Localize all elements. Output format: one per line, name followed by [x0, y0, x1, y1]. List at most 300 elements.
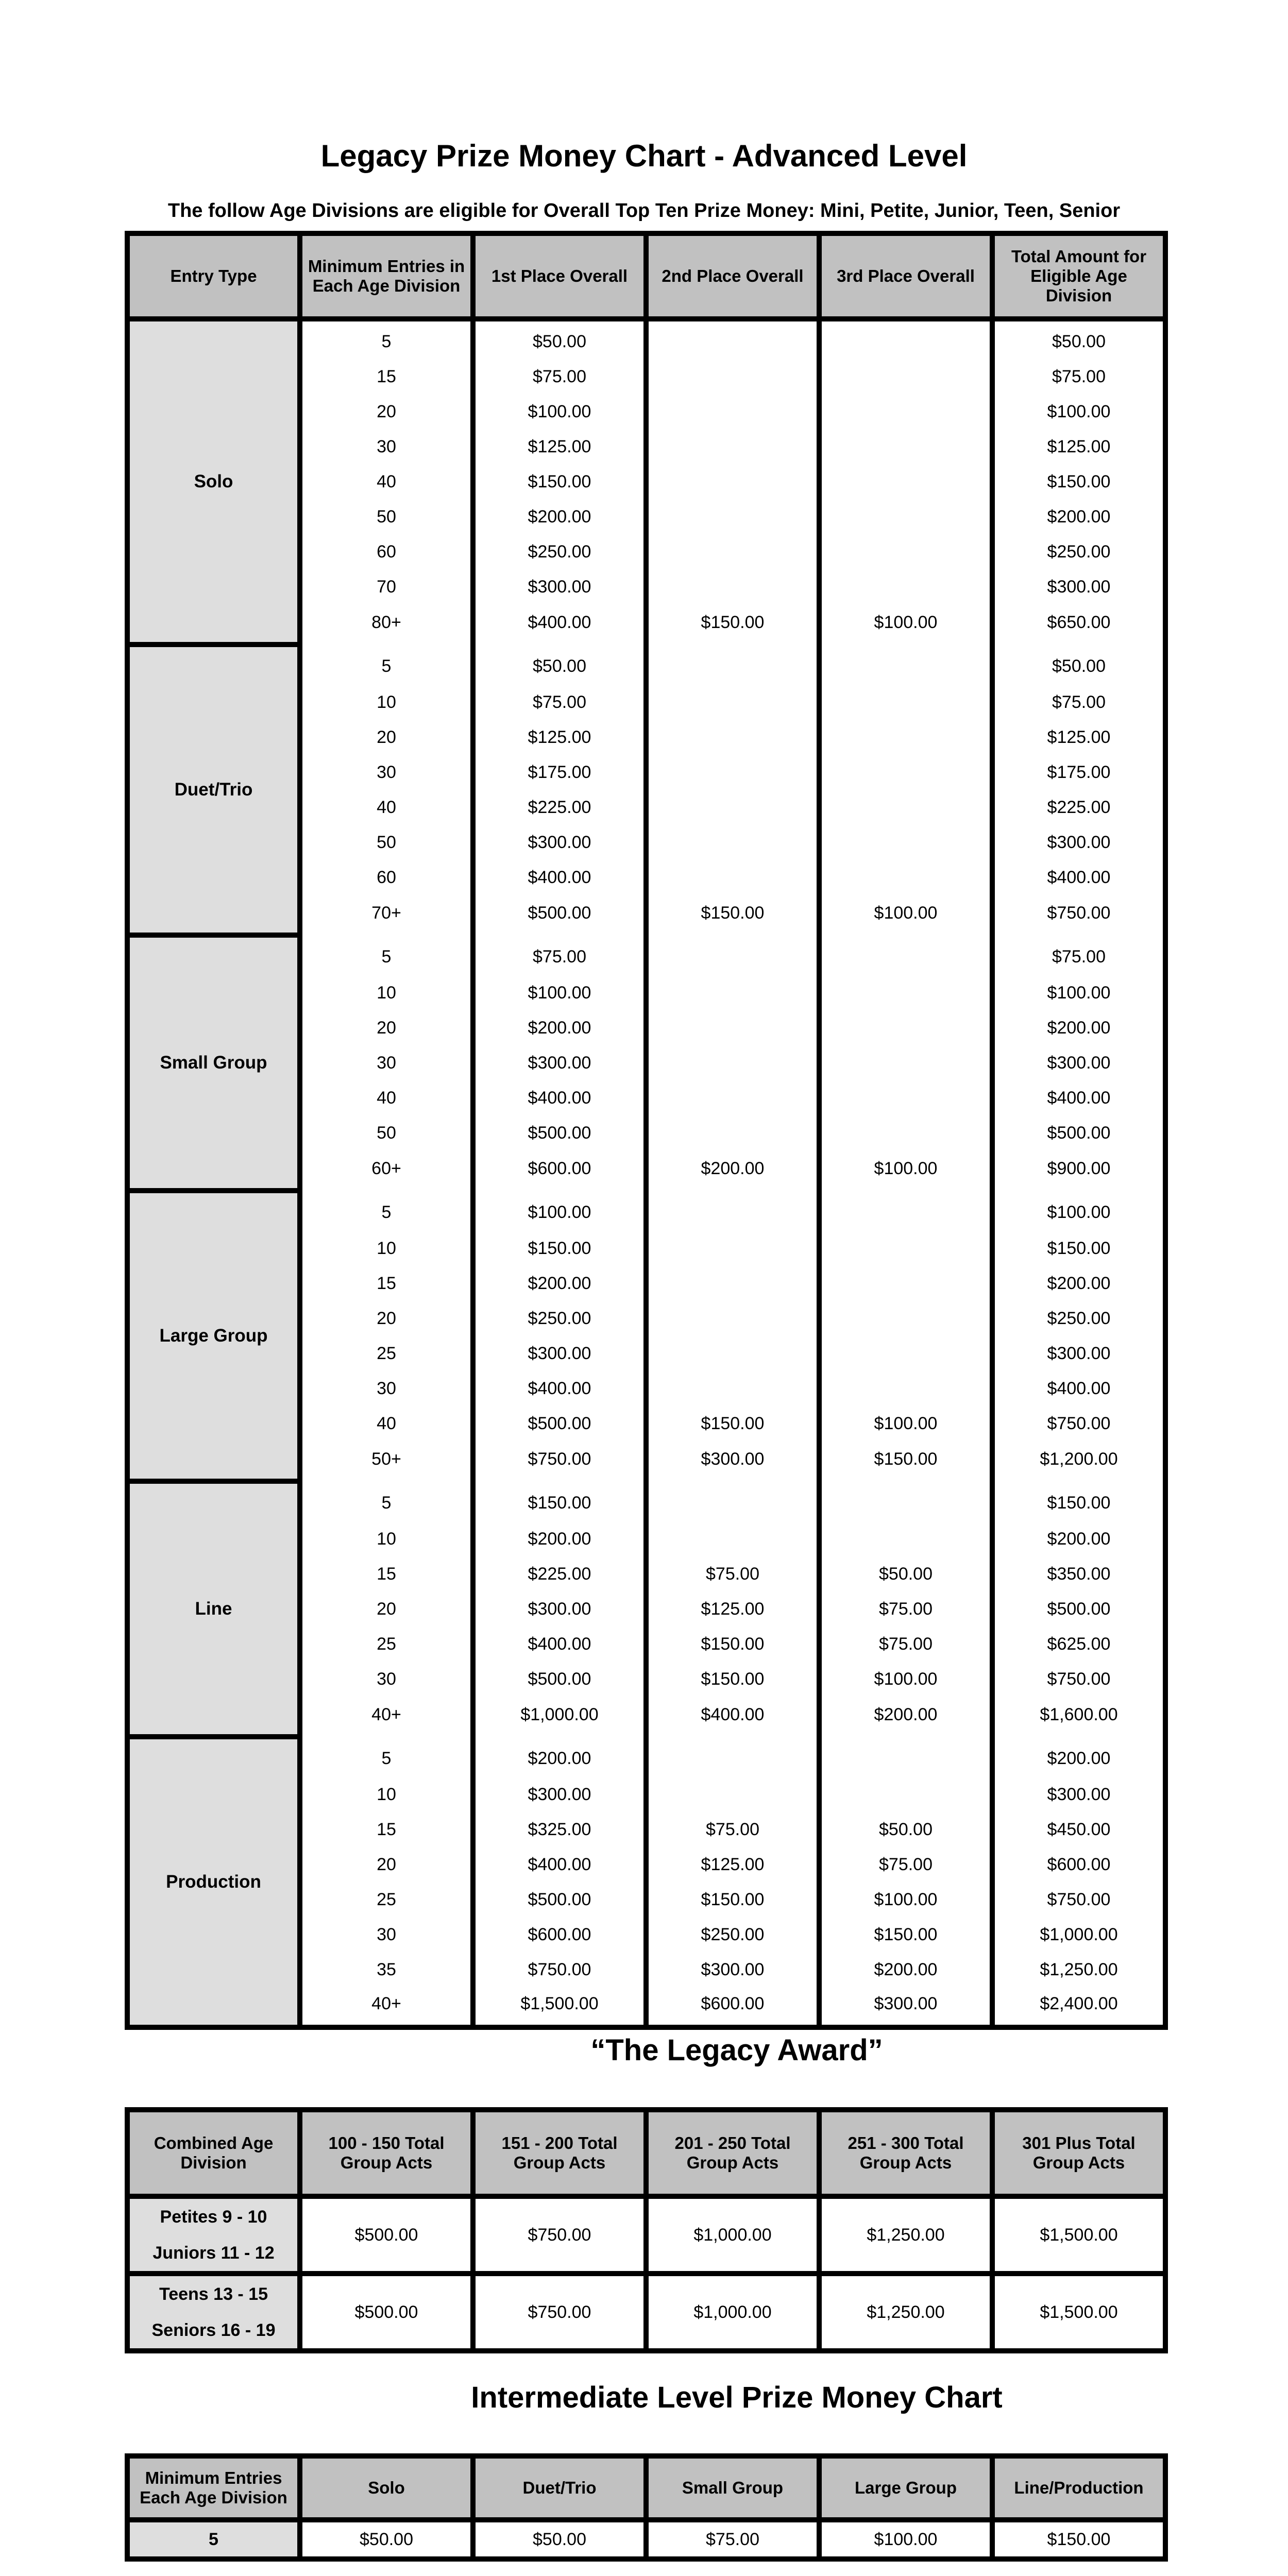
entry-type-label: Duet/Trio: [127, 645, 300, 935]
cell-min-entries: 20: [300, 394, 473, 429]
cell-third-place: [819, 1231, 992, 1266]
cell-second-place: [646, 569, 819, 604]
cell-min-entries: 5: [300, 1481, 473, 1521]
cell-second-place: [646, 1777, 819, 1812]
cell-total-amount: $400.00: [992, 1080, 1165, 1115]
cell-third-place: [819, 1301, 992, 1336]
cell-second-place: $75.00: [646, 1812, 819, 1847]
entry-type-label: Solo: [127, 319, 300, 645]
table-row: [127, 1191, 1165, 1231]
cell-second-place: [646, 319, 819, 359]
cell-second-place: [646, 534, 819, 569]
cell-total-amount: $175.00: [992, 755, 1165, 790]
cell-total-amount: $250.00: [992, 1301, 1165, 1336]
cell-first-place: $225.00: [473, 1556, 646, 1591]
cell-third-place: [819, 1481, 992, 1521]
header-large-group: Large Group: [819, 2456, 992, 2520]
cell-total-amount: $1,000.00: [992, 1917, 1165, 1952]
cell-third-place: $50.00: [819, 1812, 992, 1847]
intermediate-prize-table: [125, 2453, 1168, 2562]
age-division-line: Petites 9 - 10: [160, 2207, 267, 2227]
cell-first-place: $50.00: [473, 319, 646, 359]
cell-third-place: [819, 534, 992, 569]
table-row: [127, 1737, 1165, 1777]
cell-min-entries: 50: [300, 1115, 473, 1150]
cell-third-place: [819, 860, 992, 895]
entry-type-label: Production: [127, 1737, 300, 2027]
cell-min-entries: 10: [300, 685, 473, 720]
age-division-label: [127, 2196, 300, 2274]
entry-type-label: Small Group: [127, 935, 300, 1191]
advanced-header-row: [127, 233, 1165, 319]
cell-third-place: $150.00: [819, 1441, 992, 1481]
header-301-plus-acts: 301 Plus Total Group Acts: [992, 2110, 1165, 2196]
cell-first-place: $250.00: [473, 534, 646, 569]
cell-third-place: [819, 1777, 992, 1812]
cell-second-place: $600.00: [646, 1987, 819, 2027]
cell-first-place: $500.00: [473, 1662, 646, 1697]
cell-first-place: $400.00: [473, 1080, 646, 1115]
cell-third-place: [819, 790, 992, 825]
cell-min-entries: 30: [300, 1045, 473, 1080]
cell-min-entries: 15: [300, 1812, 473, 1847]
header-duet-trio: Duet/Trio: [473, 2456, 646, 2520]
cell-first-place: $150.00: [473, 464, 646, 499]
cell-first-place: $400.00: [473, 1847, 646, 1882]
cell-third-place: $300.00: [819, 1987, 992, 2027]
cell-total-amount: $100.00: [992, 394, 1165, 429]
cell-total-amount: $150.00: [992, 1481, 1165, 1521]
cell-second-place: [646, 1115, 819, 1150]
header-total-amount: Total Amount for Eligible Age Division: [992, 233, 1165, 319]
cell-min-entries: 30: [300, 1371, 473, 1406]
cell-total-amount: $1,250.00: [992, 1952, 1165, 1987]
cell-total-amount: $100.00: [992, 1191, 1165, 1231]
cell-first-place: $500.00: [473, 1115, 646, 1150]
cell-second-place: $300.00: [646, 1952, 819, 1987]
award-amount-cell: $1,500.00: [992, 2196, 1165, 2274]
legacy-award-table: [125, 2107, 1168, 2353]
cell-third-place: [819, 464, 992, 499]
cell-first-place: $100.00: [473, 394, 646, 429]
entry-type-label: Line: [127, 1481, 300, 1737]
cell-second-place: [646, 429, 819, 464]
page-title: Legacy Prize Money Chart - Advanced Level: [320, 139, 968, 173]
cell-third-place: [819, 429, 992, 464]
cell-first-place: $125.00: [473, 429, 646, 464]
cell-second-place: [646, 755, 819, 790]
legacy-award-title: “The Legacy Award”: [590, 2033, 883, 2067]
cell-second-place: [646, 935, 819, 975]
cell-total-amount: $400.00: [992, 860, 1165, 895]
award-amount-cell: $750.00: [473, 2274, 646, 2351]
award-amount-cell: $750.00: [473, 2196, 646, 2274]
cell-second-place: [646, 790, 819, 825]
intermediate-header-row: [127, 2456, 1165, 2520]
cell-third-place: $100.00: [819, 1882, 992, 1917]
cell-min-entries: 70: [300, 569, 473, 604]
cell-total-amount: $200.00: [992, 1737, 1165, 1777]
cell-third-place: [819, 394, 992, 429]
cell-first-place: $125.00: [473, 720, 646, 755]
table-row: [127, 1481, 1165, 1521]
cell-total-amount: $750.00: [992, 1406, 1165, 1441]
cell-total-amount: $2,400.00: [992, 1987, 1165, 2027]
cell-third-place: [819, 1010, 992, 1045]
cell-first-place: $300.00: [473, 1336, 646, 1371]
legacy-table-body: [127, 2196, 1165, 2351]
cell-first-place: $300.00: [473, 1591, 646, 1626]
cell-min-entries: 30: [300, 1662, 473, 1697]
cell-first-place: $300.00: [473, 569, 646, 604]
cell-min-entries: 15: [300, 1556, 473, 1591]
cell-first-place: $750.00: [473, 1441, 646, 1481]
cell-total-amount: $600.00: [992, 1847, 1165, 1882]
cell-first-place: $300.00: [473, 1045, 646, 1080]
cell-total-amount: $350.00: [992, 1556, 1165, 1591]
cell-second-place: [646, 1336, 819, 1371]
cell-third-place: $100.00: [819, 895, 992, 935]
cell-total-amount: $100.00: [992, 975, 1165, 1010]
cell-second-place: $150.00: [646, 1662, 819, 1697]
age-division-line: Teens 13 - 15: [159, 2284, 268, 2304]
table-row: [127, 2196, 1165, 2274]
cell-second-place: [646, 1301, 819, 1336]
cell-total-amount: $300.00: [992, 1777, 1165, 1812]
cell-first-place: $200.00: [473, 1737, 646, 1777]
intermediate-table-body: [127, 2520, 1165, 2559]
cell-total-amount: $450.00: [992, 1812, 1165, 1847]
cell-total-amount: $75.00: [992, 935, 1165, 975]
cell-second-place: [646, 464, 819, 499]
header-151-200-acts: 151 - 200 Total Group Acts: [473, 2110, 646, 2196]
cell-second-place: $150.00: [646, 1626, 819, 1662]
header-entry-type: Entry Type: [127, 233, 300, 319]
cell-third-place: $75.00: [819, 1591, 992, 1626]
cell-min-entries: 70+: [300, 895, 473, 935]
cell-total-amount: $750.00: [992, 1662, 1165, 1697]
cell-total-amount: $150.00: [992, 464, 1165, 499]
cell-total-amount: $250.00: [992, 534, 1165, 569]
cell-third-place: [819, 1080, 992, 1115]
cell-third-place: $100.00: [819, 1406, 992, 1441]
table-row: [127, 319, 1165, 359]
cell-min-entries: 40: [300, 1406, 473, 1441]
age-division-label: [127, 2274, 300, 2351]
cell-min-entries: 10: [300, 1231, 473, 1266]
cell-third-place: [819, 975, 992, 1010]
cell-min-entries: 20: [300, 720, 473, 755]
cell-second-place: [646, 499, 819, 534]
cell-total-amount: $1,600.00: [992, 1697, 1165, 1737]
cell-min-entries: 60+: [300, 1150, 473, 1191]
cell-third-place: [819, 720, 992, 755]
cell-min-entries: 10: [300, 1521, 473, 1556]
cell-first-place: $75.00: [473, 685, 646, 720]
cell-min-entries: 50: [300, 825, 473, 860]
cell-first-place: $400.00: [473, 1626, 646, 1662]
cell-min-entries: 10: [300, 1777, 473, 1812]
cell-first-place: $750.00: [473, 1952, 646, 1987]
cell-first-place: $75.00: [473, 935, 646, 975]
cell-total-amount: $300.00: [992, 569, 1165, 604]
header-100-150-acts: 100 - 150 Total Group Acts: [300, 2110, 473, 2196]
legacy-header-row: [127, 2110, 1165, 2196]
cell-second-place: $125.00: [646, 1591, 819, 1626]
award-amount-cell: $1,000.00: [646, 2196, 819, 2274]
cell-third-place: [819, 825, 992, 860]
cell-min-entries: 20: [300, 1847, 473, 1882]
cell-first-place: $600.00: [473, 1150, 646, 1191]
header-combined-age-division: Combined Age Division: [127, 2110, 300, 2196]
header-line-production: Line/Production: [992, 2456, 1165, 2520]
cell-second-place: [646, 394, 819, 429]
award-amount-cell: $500.00: [300, 2196, 473, 2274]
cell-min-entries: 10: [300, 975, 473, 1010]
cell-second-place: $400.00: [646, 1697, 819, 1737]
table-row: [127, 2520, 1165, 2559]
cell-third-place: [819, 755, 992, 790]
cell-second-place: [646, 975, 819, 1010]
cell-third-place: $100.00: [819, 604, 992, 645]
cell-second-place: [646, 1481, 819, 1521]
award-amount-cell: $1,500.00: [992, 2274, 1165, 2351]
header-first-place: 1st Place Overall: [473, 233, 646, 319]
cell-min-entries: 30: [300, 429, 473, 464]
cell-total-amount: $750.00: [992, 1882, 1165, 1917]
cell-second-place: [646, 1231, 819, 1266]
cell-first-place: $325.00: [473, 1812, 646, 1847]
cell-min-entries: 30: [300, 1917, 473, 1952]
prize-amount-cell: $75.00: [646, 2520, 819, 2559]
award-amount-cell: $500.00: [300, 2274, 473, 2351]
cell-first-place: $150.00: [473, 1231, 646, 1266]
cell-total-amount: $400.00: [992, 1371, 1165, 1406]
header-third-place: 3rd Place Overall: [819, 233, 992, 319]
cell-min-entries: 25: [300, 1882, 473, 1917]
cell-min-entries: 40: [300, 464, 473, 499]
award-amount-cell: $1,000.00: [646, 2274, 819, 2351]
cell-first-place: $400.00: [473, 860, 646, 895]
cell-total-amount: $650.00: [992, 604, 1165, 645]
cell-min-entries: 20: [300, 1301, 473, 1336]
cell-first-place: $200.00: [473, 1521, 646, 1556]
header-minimum-entries: Minimum Entries Each Age Division: [127, 2456, 300, 2520]
cell-third-place: [819, 1266, 992, 1301]
cell-min-entries: 50: [300, 499, 473, 534]
advanced-table-body: [127, 319, 1165, 2027]
cell-second-place: $300.00: [646, 1441, 819, 1481]
cell-min-entries: 40: [300, 1080, 473, 1115]
cell-total-amount: $200.00: [992, 1266, 1165, 1301]
cell-third-place: [819, 319, 992, 359]
cell-total-amount: $500.00: [992, 1591, 1165, 1626]
cell-third-place: [819, 569, 992, 604]
header-small-group: Small Group: [646, 2456, 819, 2520]
header-minimum-entries: Minimum Entries in Each Age Division: [300, 233, 473, 319]
prize-amount-cell: $150.00: [992, 2520, 1165, 2559]
cell-first-place: $175.00: [473, 755, 646, 790]
cell-third-place: [819, 685, 992, 720]
prize-amount-cell: $100.00: [819, 2520, 992, 2559]
prize-amount-cell: $50.00: [300, 2520, 473, 2559]
cell-second-place: $125.00: [646, 1847, 819, 1882]
cell-total-amount: $300.00: [992, 825, 1165, 860]
cell-second-place: $150.00: [646, 1882, 819, 1917]
cell-total-amount: $75.00: [992, 685, 1165, 720]
cell-third-place: $50.00: [819, 1556, 992, 1591]
cell-min-entries: 25: [300, 1626, 473, 1662]
cell-third-place: [819, 499, 992, 534]
cell-min-entries: 20: [300, 1010, 473, 1045]
cell-total-amount: $75.00: [992, 359, 1165, 394]
cell-total-amount: $625.00: [992, 1626, 1165, 1662]
cell-total-amount: $125.00: [992, 429, 1165, 464]
cell-min-entries: 15: [300, 359, 473, 394]
cell-first-place: $500.00: [473, 1406, 646, 1441]
cell-second-place: [646, 685, 819, 720]
cell-min-entries: 40+: [300, 1697, 473, 1737]
header-251-300-acts: 251 - 300 Total Group Acts: [819, 2110, 992, 2196]
cell-first-place: $50.00: [473, 645, 646, 685]
cell-third-place: [819, 1737, 992, 1777]
cell-second-place: [646, 1266, 819, 1301]
cell-min-entries: 20: [300, 1591, 473, 1626]
page-subtitle: The follow Age Divisions are eligible for Overall Top Ten Prize Money: Mini, Petite, Junior, Teen, Senior: [167, 200, 1121, 222]
cell-first-place: $150.00: [473, 1481, 646, 1521]
cell-min-entries: 80+: [300, 604, 473, 645]
cell-first-place: $100.00: [473, 1191, 646, 1231]
cell-total-amount: $150.00: [992, 1231, 1165, 1266]
cell-second-place: $150.00: [646, 604, 819, 645]
header-201-250-acts: 201 - 250 Total Group Acts: [646, 2110, 819, 2196]
age-division-line: Juniors 11 - 12: [152, 2243, 275, 2263]
cell-third-place: [819, 935, 992, 975]
cell-min-entries: 5: [300, 645, 473, 685]
cell-second-place: [646, 1080, 819, 1115]
prize-amount-cell: $50.00: [473, 2520, 646, 2559]
cell-second-place: [646, 825, 819, 860]
cell-first-place: $250.00: [473, 1301, 646, 1336]
table-row: [127, 935, 1165, 975]
cell-second-place: [646, 1045, 819, 1080]
cell-second-place: $150.00: [646, 895, 819, 935]
cell-third-place: [819, 1336, 992, 1371]
cell-first-place: $225.00: [473, 790, 646, 825]
cell-min-entries: 60: [300, 534, 473, 569]
cell-second-place: $75.00: [646, 1556, 819, 1591]
cell-total-amount: $50.00: [992, 645, 1165, 685]
table-row: [127, 2274, 1165, 2351]
cell-min-entries: 25: [300, 1336, 473, 1371]
cell-total-amount: $300.00: [992, 1336, 1165, 1371]
cell-first-place: $400.00: [473, 604, 646, 645]
cell-second-place: [646, 1371, 819, 1406]
cell-second-place: $150.00: [646, 1406, 819, 1441]
cell-third-place: [819, 359, 992, 394]
cell-third-place: [819, 1521, 992, 1556]
cell-second-place: [646, 860, 819, 895]
cell-third-place: $100.00: [819, 1662, 992, 1697]
cell-second-place: $200.00: [646, 1150, 819, 1191]
cell-total-amount: $225.00: [992, 790, 1165, 825]
intermediate-title: Intermediate Level Prize Money Chart: [471, 2381, 1003, 2414]
cell-first-place: $400.00: [473, 1371, 646, 1406]
cell-min-entries: 40: [300, 790, 473, 825]
cell-min-entries: 40+: [300, 1987, 473, 2027]
cell-total-amount: $50.00: [992, 319, 1165, 359]
cell-third-place: $150.00: [819, 1917, 992, 1952]
min-entries-label: 5: [127, 2520, 300, 2559]
cell-third-place: [819, 1371, 992, 1406]
header-solo: Solo: [300, 2456, 473, 2520]
cell-total-amount: $1,200.00: [992, 1441, 1165, 1481]
cell-first-place: $75.00: [473, 359, 646, 394]
cell-min-entries: 5: [300, 1191, 473, 1231]
cell-min-entries: 60: [300, 860, 473, 895]
cell-third-place: [819, 1191, 992, 1231]
cell-total-amount: $200.00: [992, 1010, 1165, 1045]
cell-second-place: [646, 1521, 819, 1556]
cell-third-place: [819, 1115, 992, 1150]
cell-first-place: $1,500.00: [473, 1987, 646, 2027]
cell-third-place: $75.00: [819, 1626, 992, 1662]
header-second-place: 2nd Place Overall: [646, 233, 819, 319]
cell-second-place: [646, 720, 819, 755]
award-amount-cell: $1,250.00: [819, 2274, 992, 2351]
cell-min-entries: 5: [300, 1737, 473, 1777]
cell-third-place: $200.00: [819, 1697, 992, 1737]
cell-third-place: $75.00: [819, 1847, 992, 1882]
cell-min-entries: 35: [300, 1952, 473, 1987]
cell-first-place: $1,000.00: [473, 1697, 646, 1737]
cell-total-amount: $750.00: [992, 895, 1165, 935]
age-division-line: Seniors 16 - 19: [151, 2320, 276, 2340]
advanced-prize-table: [125, 231, 1168, 2030]
cell-total-amount: $900.00: [992, 1150, 1165, 1191]
cell-total-amount: $200.00: [992, 1521, 1165, 1556]
cell-first-place: $500.00: [473, 895, 646, 935]
table-row: [127, 645, 1165, 685]
cell-first-place: $300.00: [473, 825, 646, 860]
cell-min-entries: 30: [300, 755, 473, 790]
cell-second-place: [646, 645, 819, 685]
cell-second-place: [646, 1737, 819, 1777]
cell-second-place: [646, 359, 819, 394]
award-amount-cell: $1,250.00: [819, 2196, 992, 2274]
cell-third-place: $100.00: [819, 1150, 992, 1191]
cell-first-place: $300.00: [473, 1777, 646, 1812]
cell-first-place: $200.00: [473, 1266, 646, 1301]
cell-total-amount: $125.00: [992, 720, 1165, 755]
cell-total-amount: $300.00: [992, 1045, 1165, 1080]
cell-first-place: $600.00: [473, 1917, 646, 1952]
cell-first-place: $100.00: [473, 975, 646, 1010]
cell-first-place: $200.00: [473, 1010, 646, 1045]
cell-third-place: $200.00: [819, 1952, 992, 1987]
cell-first-place: $500.00: [473, 1882, 646, 1917]
cell-total-amount: $500.00: [992, 1115, 1165, 1150]
cell-min-entries: 15: [300, 1266, 473, 1301]
cell-min-entries: 5: [300, 935, 473, 975]
cell-total-amount: $200.00: [992, 499, 1165, 534]
cell-second-place: [646, 1191, 819, 1231]
cell-second-place: $250.00: [646, 1917, 819, 1952]
cell-second-place: [646, 1010, 819, 1045]
entry-type-label: Large Group: [127, 1191, 300, 1481]
cell-first-place: $200.00: [473, 499, 646, 534]
cell-min-entries: 50+: [300, 1441, 473, 1481]
